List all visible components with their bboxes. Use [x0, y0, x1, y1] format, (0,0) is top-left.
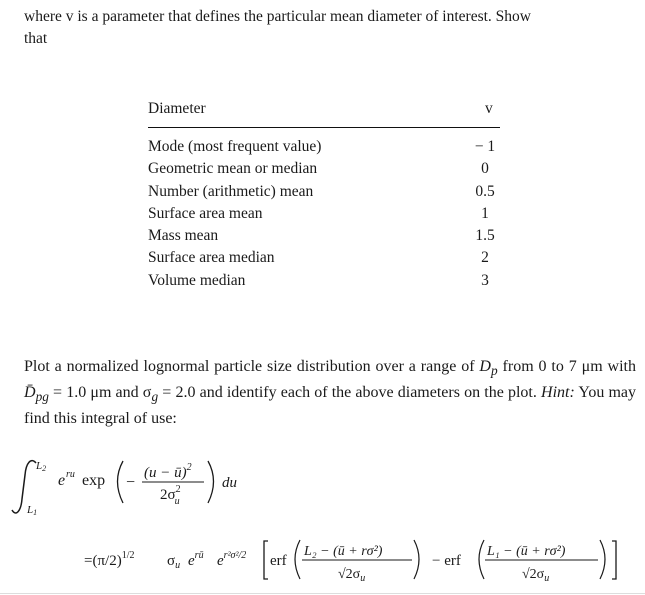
numerator-power: 2 [186, 462, 192, 473]
table-header [148, 100, 500, 122]
row-diameter: Geometric mean or median [148, 160, 318, 178]
page-bottom-rule [0, 593, 645, 594]
e-symbol: e [58, 472, 66, 489]
sigma-u-sub: u [175, 560, 181, 571]
intro-paragraph [24, 6, 624, 50]
table-row [148, 181, 500, 203]
minus-erf: − erf [432, 553, 461, 569]
table-header-rule [148, 127, 500, 128]
table-row [148, 247, 500, 269]
denominator: 2σ [160, 487, 176, 503]
row-diameter: Surface area median [148, 249, 275, 267]
dpg-subscript: pg [35, 389, 49, 405]
table-row [148, 270, 500, 292]
row-v: 0.5 [475, 182, 495, 200]
svg-text:σu [167, 553, 180, 571]
upper-limit-sub: 2 [42, 464, 47, 473]
lower-limit: L [27, 504, 34, 516]
row-diameter: Volume median [148, 271, 246, 289]
left-paren [118, 461, 124, 503]
right-paren [208, 461, 214, 503]
table-row [148, 225, 500, 247]
svg-text:erū [188, 550, 204, 569]
plot-instructions [24, 356, 636, 430]
row-v: 1.5 [475, 227, 495, 245]
svg-text:(u − ū)2 [144, 462, 192, 481]
plot-text-1: Plot a normalized lognormal particle size distribution over a range of [24, 358, 475, 375]
dp-symbol: D [479, 358, 491, 375]
row-diameter: Mode (most frequent value) [148, 138, 322, 155]
frac1-numerator: L₂ − (ū + rσ²) [304, 544, 383, 559]
intro-line-2: that [24, 30, 48, 47]
row-v: 1 [481, 204, 489, 222]
svg-text:=(π/2)1/2 [84, 550, 134, 569]
svg-text:√2σu [522, 567, 549, 584]
right-bracket [612, 541, 616, 579]
row-v: 0 [481, 160, 489, 178]
e-exponent-ru: ru [66, 469, 75, 480]
paren-open-1 [295, 540, 300, 579]
row-v: 3 [481, 271, 489, 289]
row-v: 2 [481, 249, 489, 267]
sigma-g-subscript: g [151, 389, 159, 405]
header-v: v [485, 100, 493, 117]
svg-text:er²σ²/2 [217, 550, 246, 569]
svg-text:L2 [35, 460, 46, 473]
e-second: e [217, 553, 224, 569]
plot-text-4: = 2.0 and identify each of the above diameters on the plot. [162, 384, 537, 402]
paren-close-2 [600, 540, 605, 579]
integral-equation [0, 455, 645, 595]
row-diameter: Number (arithmetic) mean [148, 182, 314, 200]
frac2-numerator: L₁ − (ū + rσ²) [487, 544, 566, 559]
header-diameter: Diameter [148, 100, 206, 117]
diameter-table [148, 136, 500, 292]
row-v: − 1 [474, 138, 496, 155]
plot-text-5: You may find this integral of use: [24, 384, 637, 428]
rhs-power: 1/2 [121, 550, 135, 561]
frac1-den-sub: u [360, 573, 366, 584]
row-diameter: Mass mean [148, 227, 219, 245]
paren-close-1 [414, 540, 419, 579]
minus-sign: − [126, 474, 136, 491]
e-first: e [188, 553, 195, 569]
paren-open-2 [479, 540, 484, 579]
hint-label: Hint: [541, 384, 575, 402]
frac2-denominator: √2σ [522, 567, 545, 582]
table-row [148, 136, 500, 158]
table-row [148, 158, 500, 180]
lower-limit-sub: 1 [33, 508, 38, 517]
row-diameter: Surface area mean [148, 204, 263, 222]
e-second-power: r²σ² [223, 550, 239, 561]
e-second-power-tail: /2 [238, 550, 247, 561]
table-row [148, 203, 500, 225]
rhs-prefix: =(π/2) [84, 553, 122, 569]
intro-line-1: where v is a parameter that defines the particular mean diameter of interest. Show [24, 8, 531, 25]
exp-label: exp [82, 472, 106, 489]
plot-text-3: = 1.0 μm and σ [53, 384, 152, 402]
frac1-denominator: √2σ [338, 567, 361, 582]
left-bracket [264, 541, 268, 579]
sigma-u: σ [167, 553, 176, 569]
svg-text:√2σu [338, 567, 365, 584]
denominator-sub: u [174, 496, 180, 507]
e-first-power: rū [194, 550, 204, 561]
dpg-symbol: D̄ [24, 384, 36, 402]
du-label: du [222, 475, 237, 491]
dp-subscript: p [490, 363, 498, 379]
svg-text:2σ2u [160, 484, 181, 507]
upper-limit: L [36, 460, 43, 472]
numerator: (u − ū) [144, 465, 187, 481]
erf-1: erf [270, 553, 287, 569]
frac2-den-sub: u [544, 573, 550, 584]
plot-text-2: from 0 to 7 μm with [502, 358, 637, 375]
svg-text:L1 [26, 504, 37, 517]
denominator-power: 2 [175, 484, 181, 495]
